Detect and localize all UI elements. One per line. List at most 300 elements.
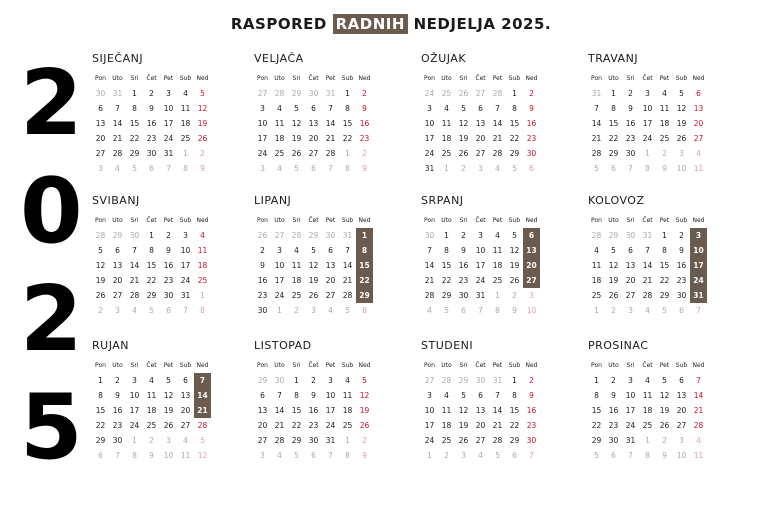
weekday-header: Sri bbox=[626, 361, 635, 369]
day-cell: 25 bbox=[642, 421, 653, 430]
day-cell: 14 bbox=[325, 119, 336, 128]
adjacent-month-day: 8 bbox=[645, 451, 650, 460]
day-cell: 14 bbox=[492, 406, 503, 415]
day-cell: 25 bbox=[659, 134, 670, 143]
day-cell: 1 bbox=[594, 376, 599, 385]
day-cell: 28 bbox=[424, 291, 435, 300]
day-cell: 20 bbox=[523, 258, 540, 273]
day-cell: 5 bbox=[461, 104, 466, 113]
adjacent-month-day: 6 bbox=[311, 451, 316, 460]
day-cell: 22 bbox=[95, 421, 106, 430]
adjacent-month-day: 31 bbox=[591, 89, 602, 98]
title-after: NEDJELJA 2025. bbox=[413, 15, 552, 33]
day-cell: 20 bbox=[180, 406, 191, 415]
month-name: STUDENI bbox=[421, 339, 474, 352]
adjacent-month-day: 7 bbox=[115, 451, 120, 460]
day-cell: 12 bbox=[163, 391, 174, 400]
day-cell: 11 bbox=[274, 119, 285, 128]
day-cell: 6 bbox=[478, 104, 483, 113]
day-cell: 15 bbox=[608, 119, 619, 128]
weekday-header: Sri bbox=[626, 216, 635, 224]
adjacent-month-day: 4 bbox=[495, 164, 500, 173]
day-cell: 9 bbox=[628, 104, 633, 113]
adjacent-month-day: 7 bbox=[696, 306, 701, 315]
day-cell: 2 bbox=[115, 376, 120, 385]
day-cell: 26 bbox=[458, 149, 469, 158]
day-cell: 10 bbox=[625, 391, 636, 400]
adjacent-month-day: 9 bbox=[512, 306, 517, 315]
day-cell: 3 bbox=[427, 391, 432, 400]
adjacent-month-day: 28 bbox=[441, 376, 452, 385]
day-cell: 25 bbox=[492, 276, 503, 285]
day-cell: 31 bbox=[325, 436, 336, 445]
day-cell: 23 bbox=[676, 276, 687, 285]
day-cell: 23 bbox=[526, 421, 537, 430]
day-cell: 13 bbox=[625, 261, 636, 270]
day-cell: 8 bbox=[444, 246, 449, 255]
day-cell: 7 bbox=[194, 373, 211, 388]
day-cell: 5 bbox=[98, 246, 103, 255]
day-cell: 29 bbox=[291, 436, 302, 445]
day-cell: 15 bbox=[146, 261, 157, 270]
day-cell: 13 bbox=[475, 406, 486, 415]
month-name: LISTOPAD bbox=[254, 339, 312, 352]
day-cell: 20 bbox=[475, 421, 486, 430]
day-cell: 21 bbox=[194, 403, 211, 418]
weekday-header: Uto bbox=[441, 216, 452, 224]
day-cell: 2 bbox=[166, 231, 171, 240]
adjacent-month-day: 3 bbox=[115, 306, 120, 315]
day-cell: 28 bbox=[342, 291, 353, 300]
month-table bbox=[588, 357, 707, 463]
month-table bbox=[92, 212, 211, 318]
day-cell: 5 bbox=[311, 246, 316, 255]
weekday-header: Sub bbox=[675, 216, 688, 224]
day-cell: 16 bbox=[308, 406, 319, 415]
adjacent-month-day: 9 bbox=[149, 451, 154, 460]
day-cell: 26 bbox=[676, 134, 687, 143]
adjacent-month-day: 28 bbox=[274, 89, 285, 98]
day-cell: 23 bbox=[257, 291, 268, 300]
weekday-header: Sub bbox=[341, 74, 354, 82]
adjacent-month-day: 30 bbox=[475, 376, 486, 385]
month-calendar bbox=[421, 339, 549, 463]
adjacent-month-day: 8 bbox=[495, 306, 500, 315]
day-cell: 11 bbox=[441, 406, 452, 415]
weekday-header: Pon bbox=[591, 361, 602, 369]
day-cell: 16 bbox=[625, 119, 636, 128]
day-cell: 2 bbox=[362, 89, 367, 98]
adjacent-month-day: 3 bbox=[628, 306, 633, 315]
day-cell: 31 bbox=[625, 436, 636, 445]
day-cell: 29 bbox=[146, 291, 157, 300]
day-cell: 19 bbox=[509, 261, 520, 270]
day-cell: 11 bbox=[197, 246, 208, 255]
day-cell: 7 bbox=[427, 246, 432, 255]
day-cell: 24 bbox=[625, 421, 636, 430]
adjacent-month-day: 11 bbox=[180, 451, 191, 460]
day-cell: 26 bbox=[509, 276, 520, 285]
day-cell: 31 bbox=[475, 291, 486, 300]
day-cell: 26 bbox=[608, 291, 619, 300]
day-cell: 13 bbox=[475, 119, 486, 128]
day-cell: 7 bbox=[277, 391, 282, 400]
day-cell: 7 bbox=[495, 104, 500, 113]
day-cell: 29 bbox=[441, 291, 452, 300]
day-cell: 13 bbox=[257, 406, 268, 415]
adjacent-month-day: 26 bbox=[458, 89, 469, 98]
adjacent-month-day: 9 bbox=[362, 451, 367, 460]
adjacent-month-day: 5 bbox=[132, 164, 137, 173]
weekday-header: Sri bbox=[459, 74, 468, 82]
day-cell: 30 bbox=[163, 291, 174, 300]
adjacent-month-day: 2 bbox=[98, 306, 103, 315]
day-cell: 6 bbox=[260, 391, 265, 400]
adjacent-month-day: 29 bbox=[308, 231, 319, 240]
day-cell: 27 bbox=[625, 291, 636, 300]
day-cell: 5 bbox=[512, 231, 517, 240]
month-table bbox=[421, 357, 540, 463]
day-cell: 15 bbox=[129, 119, 140, 128]
day-cell: 30 bbox=[526, 149, 537, 158]
day-cell: 24 bbox=[325, 421, 336, 430]
day-cell: 1 bbox=[662, 231, 667, 240]
weekday-header: Sub bbox=[675, 361, 688, 369]
day-cell: 3 bbox=[628, 376, 633, 385]
day-cell: 19 bbox=[163, 406, 174, 415]
day-cell: 9 bbox=[166, 246, 171, 255]
month-name: PROSINAC bbox=[588, 339, 649, 352]
day-cell: 19 bbox=[291, 134, 302, 143]
adjacent-month-day: 3 bbox=[260, 164, 265, 173]
adjacent-month-day: 7 bbox=[328, 164, 333, 173]
weekday-header: Pon bbox=[257, 361, 268, 369]
day-cell: 28 bbox=[693, 421, 704, 430]
day-cell: 17 bbox=[424, 134, 435, 143]
day-cell: 23 bbox=[458, 276, 469, 285]
weekday-header: Pet bbox=[659, 216, 670, 224]
adjacent-month-day: 4 bbox=[277, 451, 282, 460]
day-cell: 10 bbox=[424, 406, 435, 415]
month-name: SRPANJ bbox=[421, 194, 464, 207]
day-cell: 11 bbox=[492, 246, 503, 255]
adjacent-month-day: 26 bbox=[257, 231, 268, 240]
adjacent-month-day: 2 bbox=[611, 306, 616, 315]
month-calendar bbox=[92, 339, 220, 463]
adjacent-month-day: 29 bbox=[291, 89, 302, 98]
adjacent-month-day: 1 bbox=[183, 149, 188, 158]
day-cell: 15 bbox=[509, 406, 520, 415]
month-name: SVIBANJ bbox=[92, 194, 140, 207]
day-cell: 30 bbox=[308, 436, 319, 445]
weekday-header: Pon bbox=[424, 216, 435, 224]
day-cell: 25 bbox=[146, 421, 157, 430]
adjacent-month-day: 5 bbox=[294, 164, 299, 173]
adjacent-month-day: 30 bbox=[424, 231, 435, 240]
day-cell: 18 bbox=[291, 276, 302, 285]
weekday-header: Uto bbox=[112, 74, 123, 82]
weekday-header: Čet bbox=[475, 361, 486, 369]
day-cell: 21 bbox=[129, 276, 140, 285]
adjacent-month-day: 7 bbox=[628, 451, 633, 460]
adjacent-month-day: 5 bbox=[495, 451, 500, 460]
day-cell: 11 bbox=[180, 104, 191, 113]
day-cell: 4 bbox=[495, 231, 500, 240]
month-calendar bbox=[254, 339, 382, 463]
weekday-header: Uto bbox=[274, 74, 285, 82]
day-cell: 6 bbox=[478, 391, 483, 400]
adjacent-month-day: 6 bbox=[611, 164, 616, 173]
day-cell: 26 bbox=[95, 291, 106, 300]
adjacent-month-day: 8 bbox=[183, 164, 188, 173]
day-cell: 3 bbox=[427, 104, 432, 113]
weekday-header: Ned bbox=[358, 74, 371, 82]
day-cell: 2 bbox=[628, 89, 633, 98]
adjacent-month-day: 3 bbox=[311, 306, 316, 315]
adjacent-month-day: 11 bbox=[693, 164, 704, 173]
adjacent-month-day: 29 bbox=[608, 231, 619, 240]
day-cell: 9 bbox=[149, 104, 154, 113]
adjacent-month-day: 9 bbox=[200, 164, 205, 173]
day-cell: 23 bbox=[625, 134, 636, 143]
day-cell: 13 bbox=[95, 119, 106, 128]
adjacent-month-day: 6 bbox=[98, 451, 103, 460]
month-table bbox=[254, 70, 373, 176]
weekday-header: Sub bbox=[508, 361, 521, 369]
day-cell: 17 bbox=[642, 119, 653, 128]
day-cell: 24 bbox=[180, 276, 191, 285]
adjacent-month-day: 30 bbox=[95, 89, 106, 98]
day-cell: 11 bbox=[342, 391, 353, 400]
day-cell: 12 bbox=[676, 104, 687, 113]
day-cell: 27 bbox=[523, 273, 540, 288]
month-table bbox=[92, 357, 211, 463]
adjacent-month-day: 5 bbox=[594, 164, 599, 173]
weekday-header: Sri bbox=[130, 361, 139, 369]
adjacent-month-day: 5 bbox=[200, 436, 205, 445]
day-cell: 12 bbox=[308, 261, 319, 270]
adjacent-month-day: 31 bbox=[112, 89, 123, 98]
day-cell: 10 bbox=[163, 104, 174, 113]
adjacent-month-day: 6 bbox=[512, 451, 517, 460]
day-cell: 1 bbox=[512, 376, 517, 385]
weekday-header: Pon bbox=[424, 361, 435, 369]
day-cell: 28 bbox=[129, 291, 140, 300]
day-cell: 29 bbox=[509, 149, 520, 158]
adjacent-month-day: 1 bbox=[277, 306, 282, 315]
day-cell: 16 bbox=[257, 276, 268, 285]
day-cell: 12 bbox=[359, 391, 370, 400]
day-cell: 9 bbox=[260, 261, 265, 270]
day-cell: 16 bbox=[163, 261, 174, 270]
day-cell: 24 bbox=[475, 276, 486, 285]
month-table bbox=[588, 70, 707, 176]
day-cell: 3 bbox=[132, 376, 137, 385]
day-cell: 29 bbox=[608, 149, 619, 158]
day-cell: 5 bbox=[200, 89, 205, 98]
day-cell: 2 bbox=[679, 231, 684, 240]
day-cell: 22 bbox=[291, 421, 302, 430]
day-cell: 21 bbox=[492, 134, 503, 143]
day-cell: 16 bbox=[458, 261, 469, 270]
weekday-header: Čet bbox=[642, 74, 653, 82]
adjacent-month-day: 3 bbox=[98, 164, 103, 173]
day-cell: 22 bbox=[129, 134, 140, 143]
day-cell: 23 bbox=[359, 134, 370, 143]
weekday-header: Čet bbox=[308, 216, 319, 224]
weekday-header: Pet bbox=[325, 361, 336, 369]
day-cell: 17 bbox=[325, 406, 336, 415]
day-cell: 25 bbox=[591, 291, 602, 300]
weekday-header: Čet bbox=[642, 216, 653, 224]
day-cell: 4 bbox=[277, 104, 282, 113]
month-calendar bbox=[421, 194, 549, 318]
day-cell: 18 bbox=[274, 134, 285, 143]
day-cell: 26 bbox=[197, 134, 208, 143]
month-calendar bbox=[588, 52, 716, 176]
day-cell: 3 bbox=[328, 376, 333, 385]
weekday-header: Sri bbox=[626, 74, 635, 82]
day-cell: 6 bbox=[115, 246, 120, 255]
day-cell: 3 bbox=[166, 89, 171, 98]
day-cell: 8 bbox=[345, 104, 350, 113]
day-cell: 6 bbox=[628, 246, 633, 255]
adjacent-month-day: 5 bbox=[149, 306, 154, 315]
adjacent-month-day: 5 bbox=[594, 451, 599, 460]
day-cell: 20 bbox=[325, 276, 336, 285]
day-cell: 14 bbox=[342, 261, 353, 270]
day-cell: 4 bbox=[149, 376, 154, 385]
weekday-header: Sri bbox=[292, 361, 301, 369]
day-cell: 30 bbox=[676, 291, 687, 300]
weekday-header: Sub bbox=[508, 74, 521, 82]
day-cell: 11 bbox=[146, 391, 157, 400]
adjacent-month-day: 7 bbox=[529, 451, 534, 460]
day-cell: 14 bbox=[693, 391, 704, 400]
day-cell: 12 bbox=[659, 391, 670, 400]
weekday-header: Pet bbox=[163, 361, 174, 369]
day-cell: 12 bbox=[458, 406, 469, 415]
adjacent-month-day: 5 bbox=[444, 306, 449, 315]
adjacent-month-day: 30 bbox=[129, 231, 140, 240]
weekday-header: Uto bbox=[608, 361, 619, 369]
adjacent-month-day: 24 bbox=[424, 89, 435, 98]
weekday-header: Pet bbox=[325, 74, 336, 82]
day-cell: 16 bbox=[526, 406, 537, 415]
day-cell: 8 bbox=[98, 391, 103, 400]
weekday-header: Uto bbox=[112, 361, 123, 369]
day-cell: 24 bbox=[424, 149, 435, 158]
day-cell: 29 bbox=[356, 288, 373, 303]
day-cell: 25 bbox=[342, 421, 353, 430]
day-cell: 16 bbox=[526, 119, 537, 128]
day-cell: 30 bbox=[625, 149, 636, 158]
adjacent-month-day: 1 bbox=[132, 436, 137, 445]
day-cell: 13 bbox=[112, 261, 123, 270]
day-cell: 19 bbox=[608, 276, 619, 285]
day-cell: 19 bbox=[458, 421, 469, 430]
day-cell: 5 bbox=[362, 376, 367, 385]
weekday-header: Pon bbox=[424, 74, 435, 82]
day-cell: 11 bbox=[441, 119, 452, 128]
weekday-header: Ned bbox=[196, 74, 209, 82]
weekday-header: Sub bbox=[179, 216, 192, 224]
day-cell: 28 bbox=[274, 436, 285, 445]
day-cell: 20 bbox=[95, 134, 106, 143]
day-cell: 18 bbox=[441, 134, 452, 143]
day-cell: 29 bbox=[509, 436, 520, 445]
day-cell: 1 bbox=[149, 231, 154, 240]
day-cell: 23 bbox=[308, 421, 319, 430]
weekday-header: Čet bbox=[146, 361, 157, 369]
adjacent-month-day: 9 bbox=[362, 164, 367, 173]
day-cell: 4 bbox=[645, 376, 650, 385]
weekday-header: Ned bbox=[692, 216, 705, 224]
weekday-header: Sub bbox=[508, 216, 521, 224]
adjacent-month-day: 6 bbox=[311, 164, 316, 173]
day-cell: 10 bbox=[180, 246, 191, 255]
day-cell: 5 bbox=[461, 391, 466, 400]
day-cell: 30 bbox=[458, 291, 469, 300]
day-cell: 13 bbox=[308, 119, 319, 128]
day-cell: 25 bbox=[180, 134, 191, 143]
day-cell: 19 bbox=[458, 134, 469, 143]
day-cell: 21 bbox=[642, 276, 653, 285]
month-name: SIJEČANJ bbox=[92, 52, 144, 65]
adjacent-month-day: 1 bbox=[645, 149, 650, 158]
adjacent-month-day: 31 bbox=[342, 231, 353, 240]
day-cell: 3 bbox=[690, 228, 707, 243]
day-cell: 17 bbox=[257, 134, 268, 143]
month-table bbox=[254, 212, 373, 318]
adjacent-month-day: 1 bbox=[495, 291, 500, 300]
weekday-header: Uto bbox=[608, 74, 619, 82]
day-cell: 4 bbox=[594, 246, 599, 255]
adjacent-month-day: 5 bbox=[294, 451, 299, 460]
adjacent-month-day: 4 bbox=[183, 436, 188, 445]
day-cell: 21 bbox=[591, 134, 602, 143]
adjacent-month-day: 4 bbox=[696, 436, 701, 445]
day-cell: 21 bbox=[112, 134, 123, 143]
weekday-header: Sri bbox=[130, 74, 139, 82]
day-cell: 4 bbox=[200, 231, 205, 240]
adjacent-month-day: 29 bbox=[112, 231, 123, 240]
day-cell: 8 bbox=[132, 104, 137, 113]
adjacent-month-day: 1 bbox=[427, 451, 432, 460]
adjacent-month-day: 6 bbox=[166, 306, 171, 315]
day-cell: 3 bbox=[277, 246, 282, 255]
day-cell: 2 bbox=[529, 376, 534, 385]
day-cell: 28 bbox=[642, 291, 653, 300]
adjacent-month-day: 2 bbox=[444, 451, 449, 460]
adjacent-month-day: 10 bbox=[163, 451, 174, 460]
day-cell: 26 bbox=[308, 291, 319, 300]
day-cell: 9 bbox=[461, 246, 466, 255]
day-cell: 17 bbox=[475, 261, 486, 270]
adjacent-month-day: 27 bbox=[424, 376, 435, 385]
weekday-header: Ned bbox=[196, 361, 209, 369]
day-cell: 31 bbox=[690, 288, 707, 303]
title-highlight: RADNIH bbox=[333, 14, 408, 34]
year-digit: 2 bbox=[20, 51, 83, 156]
day-cell: 2 bbox=[260, 246, 265, 255]
day-cell: 7 bbox=[345, 246, 350, 255]
adjacent-month-day: 4 bbox=[328, 306, 333, 315]
year-digit: 0 bbox=[20, 159, 83, 264]
adjacent-month-day: 30 bbox=[308, 89, 319, 98]
day-cell: 13 bbox=[676, 391, 687, 400]
day-cell: 3 bbox=[260, 104, 265, 113]
